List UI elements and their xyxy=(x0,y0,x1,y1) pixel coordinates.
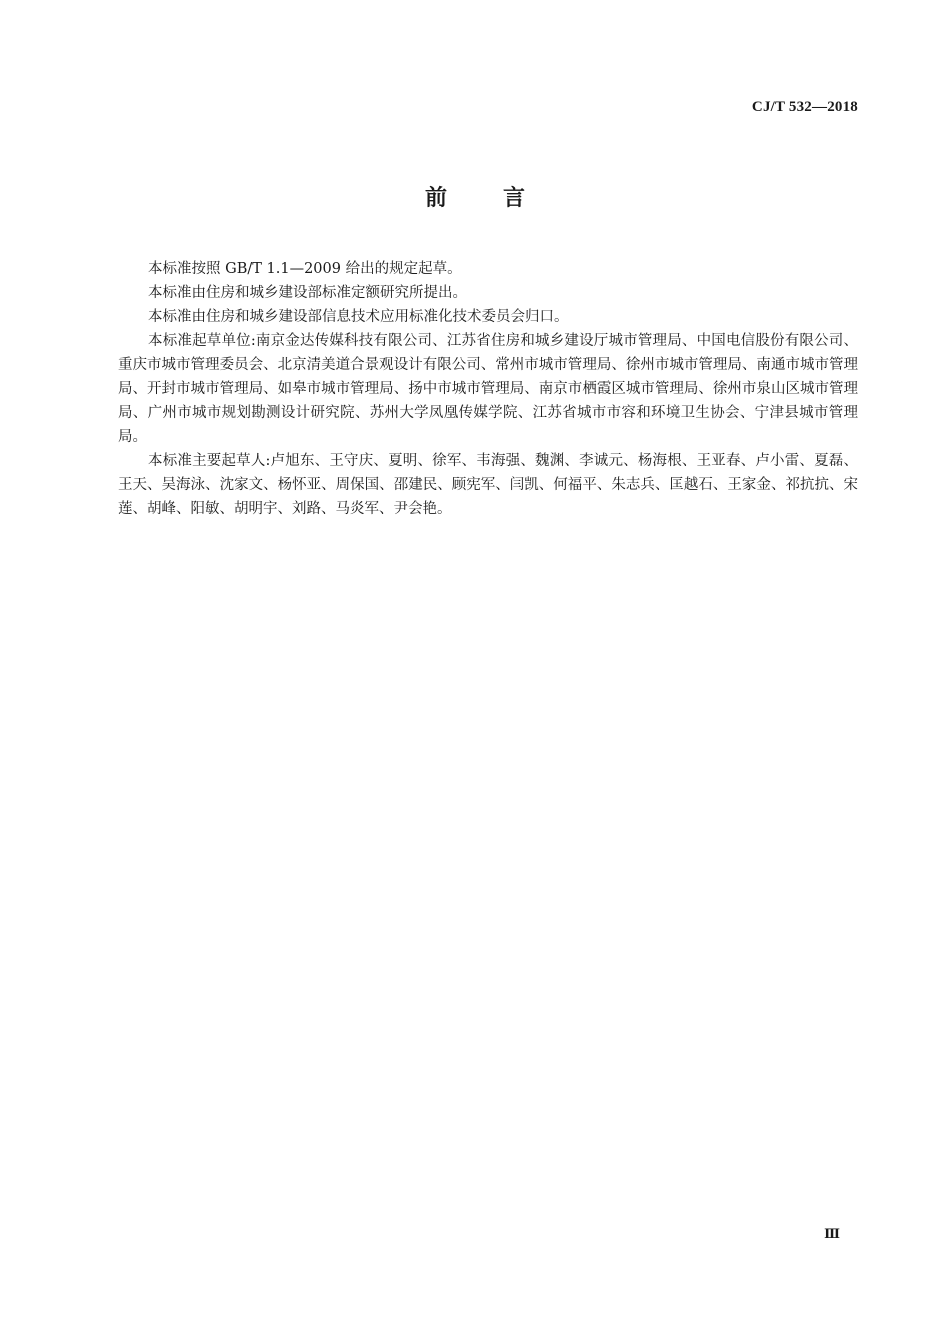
page-title: 前言 xyxy=(424,186,581,211)
paragraph-drafters: 本标准主要起草人:卢旭东、王守庆、夏明、徐军、韦海强、魏渊、李诚元、杨海根、王亚春、卢小雷、夏磊、王天、吴海泳、沈家文、杨怀亚、周保国、邵建民、顾宪军、闫凯、何福平、朱志兵、匡越石、王家金、祁抗抗、宋莲、胡峰、阳敏、胡明宇、刘路、马炎军、尹会艳。 xyxy=(118,453,858,517)
foreword-body xyxy=(118,257,858,521)
paragraph-proposer: 本标准由住房和城乡建设部标准定额研究所提出。 xyxy=(148,285,467,301)
standard-code: CJ/T 532—2018 xyxy=(751,99,858,115)
paragraph-administrator: 本标准由住房和城乡建设部信息技术应用标准化技术委员会归口。 xyxy=(148,309,569,325)
page-number: Ⅲ xyxy=(824,1226,840,1241)
paragraph-drafting-rules: 本标准按照 GB/T 1.1—2009 给出的规定起草。 xyxy=(148,261,462,277)
paragraph-drafting-units: 本标准起草单位:南京金达传媒科技有限公司、江苏省住房和城乡建设厅城市管理局、中国电信股份有限公司、重庆市城市管理委员会、北京清美道合景观设计有限公司、常州市城市管理局、徐州市城市管理局、南通市城市管理局、开封市城市管理局、如皋市城市管理局、扬中市城市管理局、南京市栖霞区城市管理局、徐州市泉山区城市管理局、广州市城市规划勘测设计研究院、苏州大学凤凰传媒学院、江苏省城市市容和环境卫生协会、宁津县城市管理局。 xyxy=(118,333,858,445)
